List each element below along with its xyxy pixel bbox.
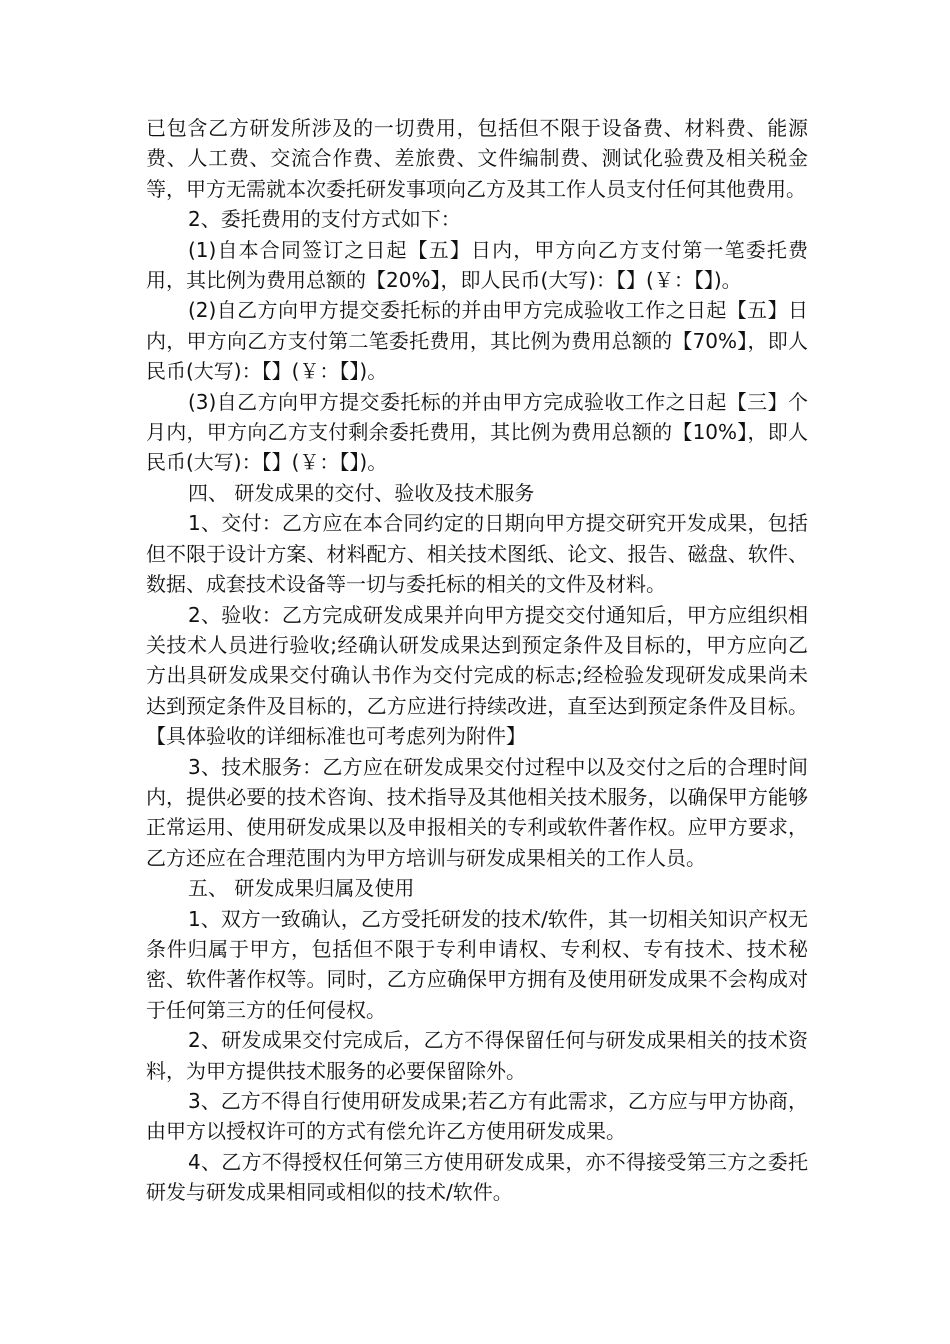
paragraph-fee-continuation: 已包含乙方研发所涉及的一切费用，包括但不限于设备费、材料费、能源费、人工费、交流合作费、差旅费、文件编制费、测试化验费及相关税金等，甲方无需就本次委托研发事项向乙方及其工作人员支付任何其他费用。 bbox=[146, 116, 808, 201]
paragraph-technical-service: 3、技术服务：乙方应在研发成果交付过程中以及交付之后的合理时间内，提供必要的技术咨询、技术指导及其他相关技术服务，以确保甲方能够正常运用、使用研发成果以及申报相关的专利或软件著作权。应甲方要求，乙方还应在合理范围内为甲方培训与研发成果相关的工作人员。 bbox=[146, 754, 808, 870]
section-heading-ownership: 五、 研发成果归属及使用 bbox=[188, 876, 415, 901]
paragraph-self-use: 3、乙方不得自行使用研发成果;若乙方有此需求，乙方应与甲方协商，由甲方以授权许可的方式有偿允许乙方使用研发成果。 bbox=[146, 1089, 808, 1144]
paragraph-no-retention: 2、研发成果交付完成后，乙方不得保留任何与研发成果相关的技术资料，为甲方提供技术服务的必要保留除外。 bbox=[146, 1028, 808, 1083]
paragraph-acceptance: 2、验收：乙方完成研发成果并向甲方提交交付通知后，甲方应组织相关技术人员进行验收;经确认研发成果达到预定条件及目标的，甲方应向乙方出具研发成果交付确认书作为交付完成的标志;经检验发现研发成果尚未达到预定条件及目标的，乙方应进行持续改进，直至达到预定条件及目标。【具体验收的详细标准也可考虑列为附件】 bbox=[146, 602, 808, 749]
section-heading-delivery: 四、 研发成果的交付、验收及技术服务 bbox=[188, 480, 535, 505]
paragraph-payment-remaining: (3)自乙方向甲方提交委托标的并由甲方完成验收工作之日起【三】个月内，甲方向乙方支付剩余委托费用，其比例为费用总额的【10%】，即人民币(大写)：【】(￥：【】)。 bbox=[146, 389, 808, 475]
document-page bbox=[146, 113, 808, 1208]
paragraph-payment-method: 2、委托费用的支付方式如下： bbox=[188, 207, 461, 232]
paragraph-ownership: 1、双方一致确认，乙方受托研发的技术/软件，其一切相关知识产权无条件归属于甲方，包括但不限于专利申请权、专利权、专有技术、技术秘密、软件著作权等。同时，乙方应确保甲方拥有及使用研发成果不会构成对于任何第三方的任何侵权。 bbox=[146, 906, 808, 1022]
paragraph-delivery: 1、交付：乙方应在本合同约定的日期向甲方提交研究开发成果，包括但不限于设计方案、材料配方、相关技术图纸、论文、报告、磁盘、软件、数据、成套技术设备等一切与委托标的相关的文件及材料。 bbox=[146, 511, 808, 597]
paragraph-payment-first: (1)自本合同签订之日起【五】日内，甲方向乙方支付第一笔委托费用，其比例为费用总额的【20%】，即人民币(大写)：【】(￥：【】)。 bbox=[146, 237, 808, 293]
paragraph-third-party: 4、乙方不得授权任何第三方使用研发成果，亦不得接受第三方之委托研发与研发成果相同或相似的技术/软件。 bbox=[146, 1149, 808, 1205]
paragraph-payment-second: (2)自乙方向甲方提交委托标的并由甲方完成验收工作之日起【五】日内，甲方向乙方支付第二笔委托费用，其比例为费用总额的【70%】，即人民币(大写)：【】(￥：【】)。 bbox=[146, 298, 808, 384]
